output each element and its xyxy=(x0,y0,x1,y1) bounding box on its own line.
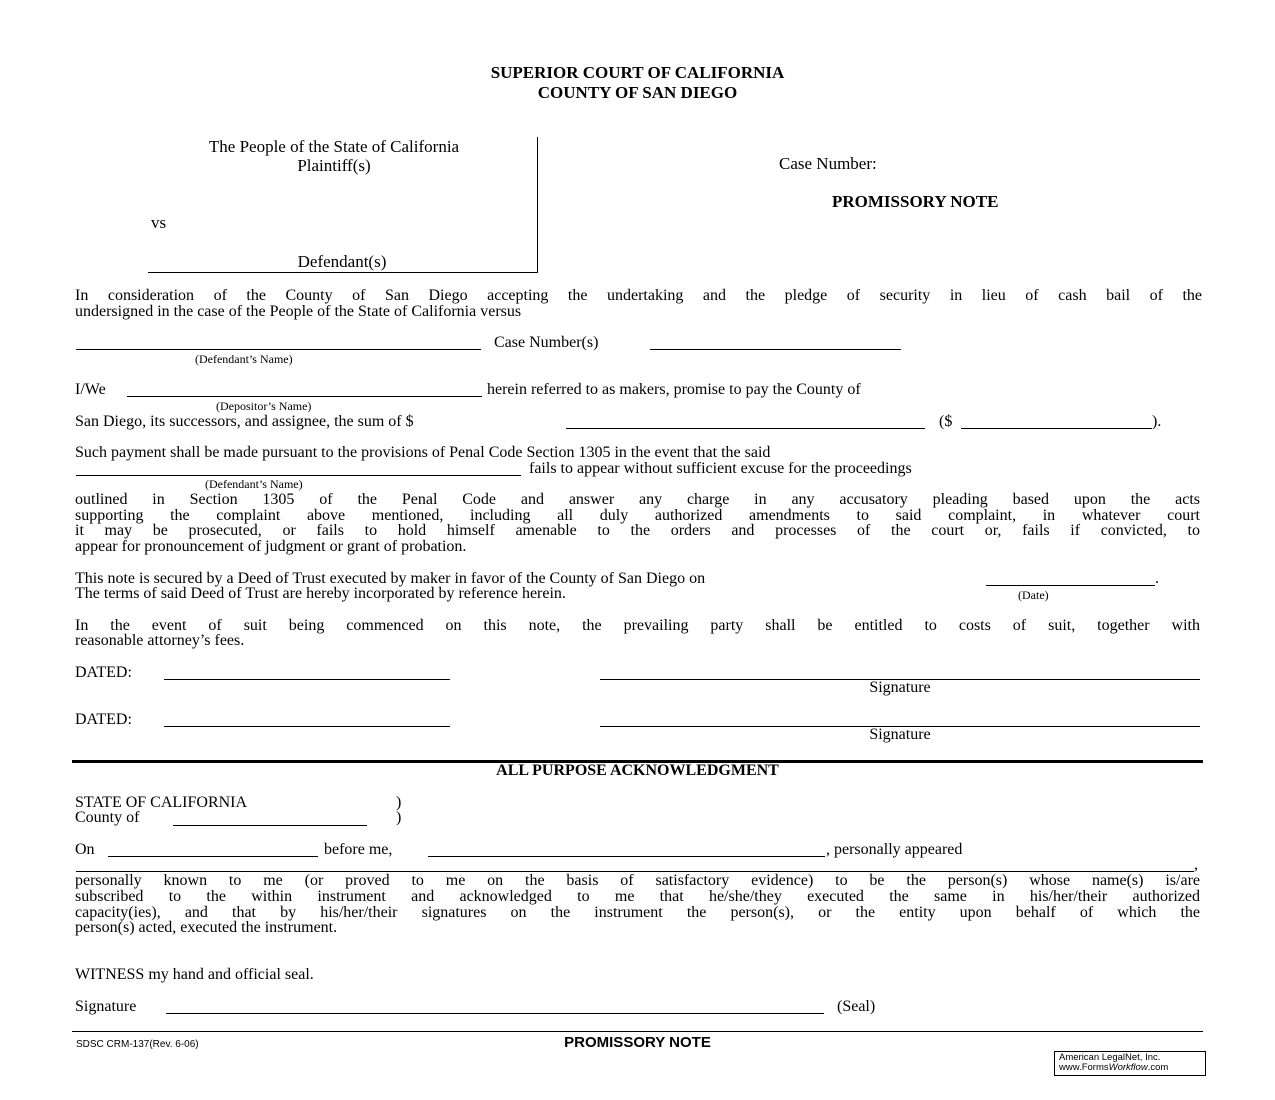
deed-date-field[interactable] xyxy=(986,585,1155,586)
sum-words-field[interactable] xyxy=(566,428,925,429)
depositor-name-field[interactable] xyxy=(127,396,482,397)
ack-text-1: personally known to me (or proved to me on the basis of satisfactory evidence) to be the person(s) whose name(s) is/are xyxy=(75,872,1200,889)
ack-text-3: capacity(ies), and that by his/her/their signatures on the instrument the person(s), or the entity upon behalf of which the xyxy=(75,904,1200,921)
dated-field-1[interactable] xyxy=(164,679,450,680)
county-name: COUNTY OF SAN DIEGO xyxy=(537,83,738,102)
payment-line-1: Such payment shall be made pursuant to the provisions of Penal Code Section 1305 in the event that the said xyxy=(75,444,771,461)
ack-paren-2: ) xyxy=(396,809,402,826)
iwe-label: I/We xyxy=(75,381,106,398)
dated-label-2: DATED: xyxy=(75,711,132,728)
ack-state: STATE OF CALIFORNIA xyxy=(75,794,248,811)
caption-vertical-rule xyxy=(537,137,538,273)
deed-line-1: This note is secured by a Deed of Trust executed by maker in favor of the County of San Diego on xyxy=(75,570,706,587)
payment-line-6: appear for pronouncement of judgment or grant of probation. xyxy=(75,538,467,555)
sum-text: San Diego, its successors, and assignee, the sum of $ xyxy=(75,413,414,430)
ack-text-2: subscribed to the within instrument and acknowledged to me that he/she/they executed the same in his/her/their authorized xyxy=(75,888,1200,905)
ack-seal: (Seal) xyxy=(837,998,876,1015)
footer-divider xyxy=(72,1031,1203,1032)
intro-line-1: In consideration of the County of San Diego accepting the undertaking and the pledge of security in lieu of cash bail of the xyxy=(75,287,1202,304)
paren-dollar: ($ xyxy=(939,413,953,430)
signature-label-2: Signature xyxy=(869,726,931,743)
payment-line-5: it may be prosecuted, or fails to hold himself amenable to the orders and processes of the court or, fails if convicted, to xyxy=(75,522,1200,539)
paren-close: ). xyxy=(1152,413,1162,430)
plaintiff-name: The People of the State of California xyxy=(208,137,460,156)
ack-before-me: before me, xyxy=(324,841,393,858)
intro-line-2: undersigned in the case of the People of the State of California versus xyxy=(75,303,522,320)
ack-on-label: On xyxy=(75,841,95,858)
case-number-label: Case Number: xyxy=(779,154,877,173)
defendant-label: Defendant(s) xyxy=(297,252,387,271)
website-prefix: www.Forms xyxy=(1059,1062,1109,1073)
ack-county-field[interactable] xyxy=(173,825,367,826)
defendant-name-caption-2: (Defendant’s Name) xyxy=(205,477,303,491)
deed-line-2: The terms of said Deed of Trust are hereby incorporated by reference herein. xyxy=(75,585,566,602)
makers-text: herein referred to as makers, promise to pay the County of xyxy=(487,381,861,398)
ack-witness: WITNESS my hand and official seal. xyxy=(75,966,314,983)
ack-signature-field[interactable] xyxy=(166,1013,824,1014)
court-name: SUPERIOR COURT OF CALIFORNIA xyxy=(490,63,785,82)
ack-signature-label: Signature xyxy=(75,998,137,1015)
document-title: PROMISSORY NOTE xyxy=(832,192,999,211)
depositor-name-caption: (Depositor’s Name) xyxy=(216,399,312,413)
case-numbers-label: Case Number(s) xyxy=(494,334,599,351)
publisher-badge xyxy=(1054,1051,1206,1076)
acknowledgment-title: ALL PURPOSE ACKNOWLEDGMENT xyxy=(496,762,779,779)
defendant-name-caption: (Defendant’s Name) xyxy=(195,352,293,366)
payment-line-2: fails to appear without sufficient excuse for the proceedings xyxy=(529,460,912,477)
ack-personally-appeared: , personally appeared xyxy=(826,841,963,858)
vs-label: vs xyxy=(151,213,167,232)
suit-line-2: reasonable attorney’s fees. xyxy=(75,632,245,649)
ack-comma: , xyxy=(1194,856,1198,873)
ack-paren-1: ) xyxy=(396,794,402,811)
dated-field-2[interactable] xyxy=(164,726,450,727)
publisher-website[interactable] xyxy=(1059,1063,1168,1073)
sum-amount-field[interactable] xyxy=(961,428,1152,429)
plaintiff-label: Plaintiff(s) xyxy=(297,156,371,175)
defendant-name-field[interactable] xyxy=(76,349,481,350)
signature-label-1: Signature xyxy=(869,679,931,696)
form-number: SDSC CRM-137(Rev. 6-06) xyxy=(76,1039,199,1050)
suit-line-1: In the event of suit being commenced on this note, the prevailing party shall be entitled to costs of suit, together with xyxy=(75,617,1200,634)
case-numbers-field[interactable] xyxy=(650,349,901,350)
ack-county-label: County of xyxy=(75,809,140,826)
defendant-name-field-2[interactable] xyxy=(76,475,521,476)
deed-period: . xyxy=(1155,570,1159,587)
date-caption: (Date) xyxy=(1018,588,1049,602)
publisher-name: American LegalNet, Inc. xyxy=(1059,1052,1161,1063)
ack-date-field[interactable] xyxy=(108,856,318,857)
caption-bottom-rule xyxy=(148,272,538,273)
ack-text-4: person(s) acted, executed the instrument. xyxy=(75,919,338,936)
website-italic: Workflow xyxy=(1108,1062,1148,1073)
payment-line-3: outlined in Section 1305 of the Penal Code and answer any charge in any accusatory pleading based upon the acts xyxy=(75,491,1200,508)
website-suffix: .com xyxy=(1147,1062,1169,1073)
footer-title: PROMISSORY NOTE xyxy=(564,1034,711,1051)
payment-line-4: supporting the complaint above mentioned, including all duly authorized amendments to said complaint, in whatever court xyxy=(75,507,1200,524)
dated-label-1: DATED: xyxy=(75,664,132,681)
ack-officer-field[interactable] xyxy=(428,856,825,857)
